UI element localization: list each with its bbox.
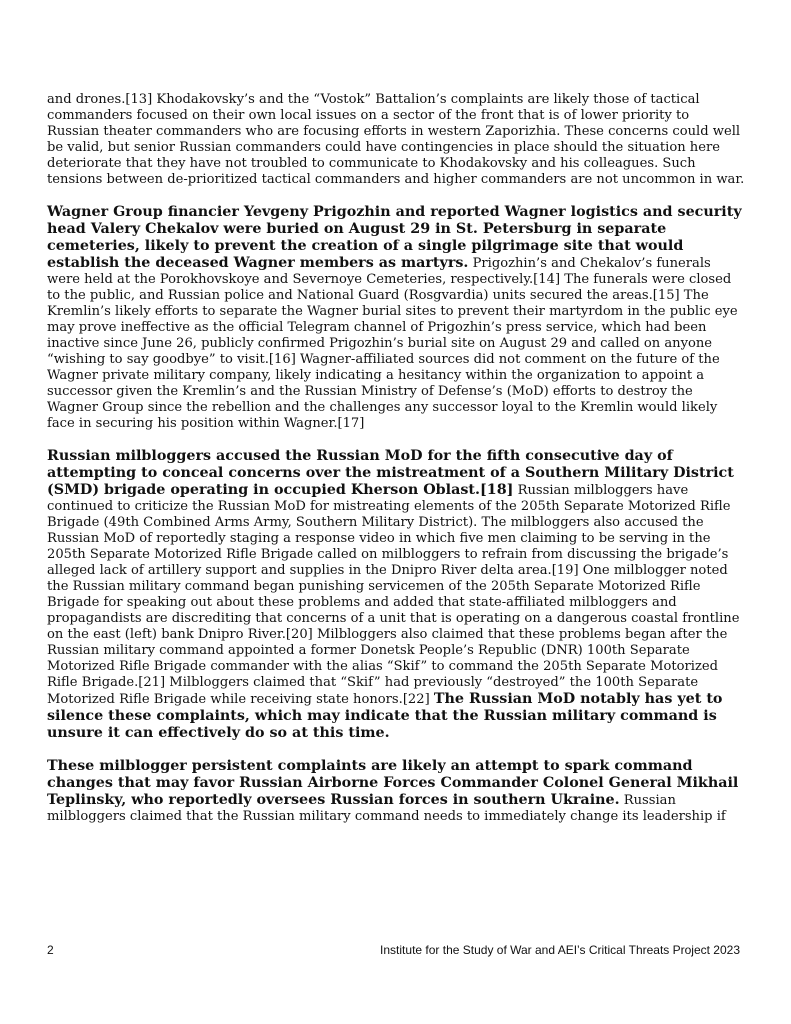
paragraph-teplinsky [47, 758, 745, 825]
document-body [47, 92, 745, 841]
paragraph-khodakovsky [47, 92, 745, 188]
paragraph-text: and drones.[13] Khodakovsky’s and the “Vostok” Battalion’s complaints are likely those of tactical commanders focused on their own local issues on a sector of the front that is of lower priority to Russian theater commanders who are focusing efforts in western Zaporizhia. These concerns could well be valid, but senior Russian commanders could have contingencies in place should the situation here deteriorate that they have not troubled to communicate to Khodakovsky and his colleagues. Such tensions between de-prioritized tactical commanders and higher commanders are not uncommon in war. [47, 92, 745, 187]
paragraph-wagner-burial [47, 204, 745, 432]
page-number: 2 [47, 943, 54, 957]
paragraph-milbloggers-mod [47, 448, 745, 742]
paragraph-lead: Russian milbloggers accused the Russian MoD for the fifth consecutive day of attempting to conceal concerns over the mistreatment of a Southern Military District (SMD) brigade operating in occupied Kherson Oblast.[18] [47, 448, 734, 498]
paragraph-text: Prigozhin’s and Chekalov’s funerals were held at the Porokhovskoye and Severnoye Cemeteries, respectively.[14] The funerals were closed to the public, and Russian police and National Guard (Rosgvardia) units secured the areas.[15] The Kremlin’s likely efforts to separate the Wagner burial sites to prevent their martyrdom in the public eye may prove ineffective as the official Telegram channel of Prigozhin’s press service, which had been inactive since June 26, publicly confirmed Prigozhin’s burial site on August 29 and called on anyone “wishing to say goodbye” to visit.[16] Wagner-affiliated sources did not comment on the future of the Wagner private military company, likely indicating a hesitancy within the organization to appoint a successor given the Kremlin’s and the Russian Ministry of Defense’s (MoD) efforts to destroy the Wagner Group since the rebellion and the challenges any successor loyal to the Kremlin would likely face in securing his position within Wagner.[17] [47, 256, 738, 431]
paragraph-text: Russian milbloggers claimed that the Russian military command needs to immediately change its leadership if [47, 793, 726, 824]
paragraph-lead: These milblogger persistent complaints are likely an attempt to spark command changes that may favor Russian Airborne Forces Commander Colonel General Mikhail Teplinsky, who reportedly oversees Russian forces in southern Ukraine. [47, 758, 739, 808]
footer-text: Institute for the Study of War and AEI’s Critical Threats Project 2023 [380, 943, 740, 957]
paragraph-trail: The Russian MoD notably has yet to silence these complaints, which may indicate that the Russian military command is unsure it can effectively do so at this time. [47, 691, 723, 741]
paragraph-lead: Wagner Group financier Yevgeny Prigozhin and reported Wagner logistics and security head Valery Chekalov were buried on August 29 in St. Petersburg in separate cemeteries, likely to prevent the creation of a single pilgrimage site that would establish the deceased Wagner members as martyrs. [47, 204, 742, 271]
paragraph-text: Russian milbloggers have continued to criticize the Russian MoD for mistreating elements of the 205th Separate Motorized Rifle Brigade (49th Combined Arms Army, Southern Military District). The milbloggers also accused the Russian MoD of reportedly staging a response video in which five men claiming to be serving in the 205th Separate Motorized Rifle Brigade called on milbloggers to refrain from discussing the brigade’s alleged lack of artillery support and supplies in the Dnipro River delta area.[19] One milblogger noted the Russian military command began punishing servicemen of the 205th Separate Motorized Rifle Brigade for speaking out about these problems and added that state-affiliated milbloggers and propagandists are discrediting that concerns of a unit that is operating on a dangerous coastal frontline on the east (left) bank Dnipro River.[20] Milbloggers also claimed that these problems began after the Russian military command appointed a former Donetsk People’s Republic (DNR) 100th Separate Motorized Rifle Brigade commander with the alias “Skif” to command the 205th Separate Motorized Rifle Brigade.[21] Milbloggers claimed that “Skif” had previously “destroyed” the 100th Separate Motorized Rifle Brigade while receiving state honors.[22] [47, 483, 740, 707]
